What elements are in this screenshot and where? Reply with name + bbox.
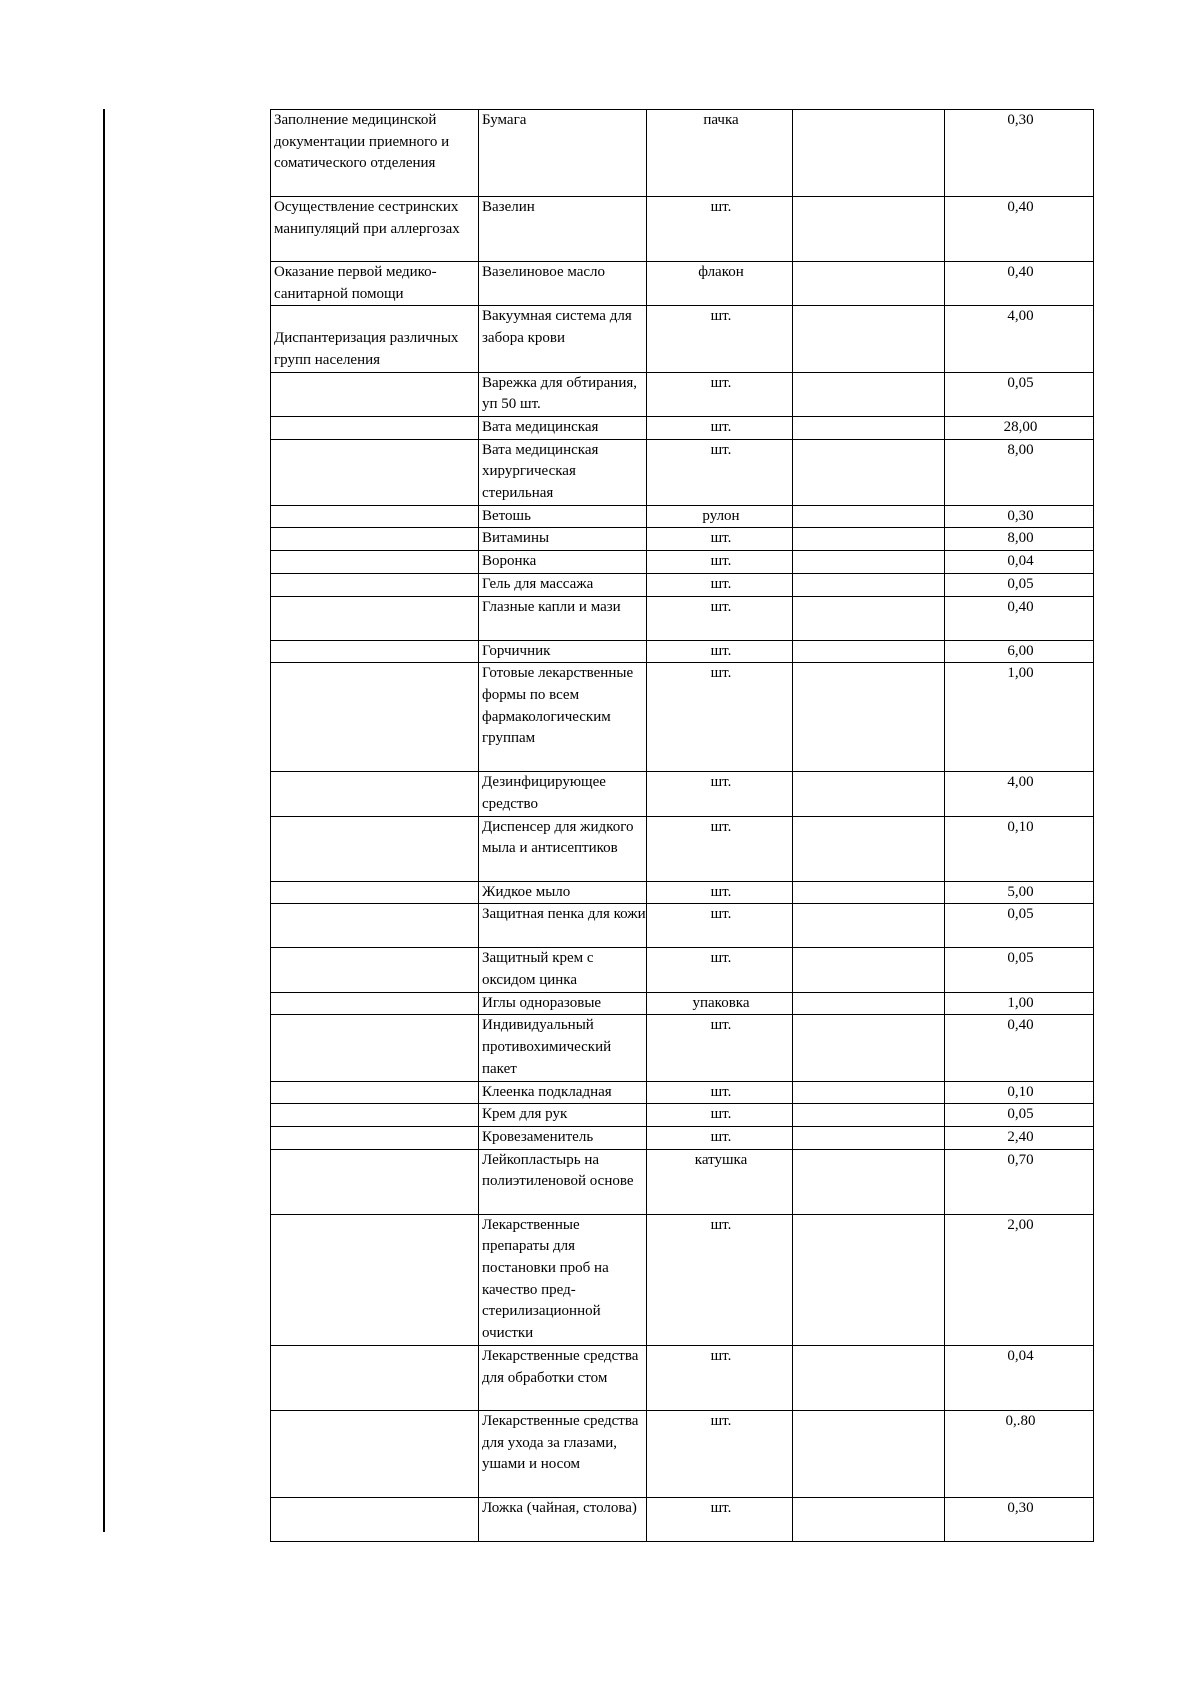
item-cell-text: Бумага: [482, 112, 527, 128]
quantity-cell: [945, 416, 1094, 439]
unit-cell-text: шт.: [710, 1083, 732, 1100]
activity-cell: [271, 881, 479, 904]
table-row: [271, 1410, 1094, 1497]
item-cell: [479, 1081, 647, 1104]
unit-cell-text: шт.: [710, 818, 732, 835]
activity-cell-text: Заполнение медицинской документации приемного и соматического отделения: [274, 112, 450, 172]
note-cell: [793, 1345, 945, 1410]
activity-cell: [271, 573, 479, 596]
unit-cell-text: пачка: [703, 112, 739, 128]
quantity-cell: [945, 1410, 1094, 1497]
table-row: [271, 663, 1094, 772]
table-row: [271, 197, 1094, 262]
table-row: [271, 110, 1094, 197]
quantity-cell-text: 1,00: [1007, 665, 1034, 682]
note-cell: [793, 505, 945, 528]
item-cell-text: Кровезаменитель: [482, 1128, 594, 1145]
unit-cell: [647, 948, 793, 992]
note-cell: [793, 416, 945, 439]
supplies-table: [270, 109, 1094, 1542]
quantity-cell-text: 8,00: [1007, 441, 1034, 458]
quantity-cell-text: 0,40: [1007, 1017, 1034, 1034]
note-cell: [793, 772, 945, 816]
item-cell-text: Ложка (чайная, столова): [482, 1499, 637, 1516]
activity-cell: [271, 640, 479, 663]
quantity-cell-text: 0,70: [1007, 1151, 1034, 1168]
activity-cell-text: Осуществление сестринских манипуляций при аллергозах: [274, 199, 460, 237]
item-cell: [479, 306, 647, 372]
activity-cell: [271, 1015, 479, 1081]
quantity-cell-text: 0,30: [1007, 1499, 1034, 1516]
note-cell: [793, 528, 945, 551]
table-row: [271, 948, 1094, 992]
quantity-cell: [945, 528, 1094, 551]
unit-cell: [647, 306, 793, 372]
unit-cell: [647, 1015, 793, 1081]
item-cell: [479, 904, 647, 948]
quantity-cell: [945, 573, 1094, 596]
unit-cell-text: рулон: [702, 507, 740, 524]
quantity-cell: [945, 1104, 1094, 1127]
unit-cell: [647, 110, 793, 197]
item-cell: [479, 948, 647, 992]
activity-cell: [271, 816, 479, 881]
note-cell: [793, 439, 945, 505]
quantity-cell-text: 1,00: [1007, 994, 1034, 1011]
activity-cell: [271, 1126, 479, 1149]
note-cell: [793, 904, 945, 948]
activity-cell-text: Оказание первой медико-санитарной помощи: [274, 264, 437, 302]
quantity-cell-text: 8,00: [1007, 530, 1034, 547]
unit-cell: [647, 1497, 793, 1541]
item-cell-text: Иглы одноразовые: [482, 994, 602, 1011]
activity-cell: [271, 416, 479, 439]
unit-cell: [647, 1214, 793, 1345]
item-cell-text: Воронка: [482, 553, 537, 570]
activity-cell: [271, 1345, 479, 1410]
item-cell-text: Жидкое мыло: [482, 883, 571, 900]
quantity-cell-text: 4,00: [1007, 308, 1034, 325]
quantity-cell: [945, 904, 1094, 948]
note-cell: [793, 1126, 945, 1149]
activity-cell: [271, 1104, 479, 1127]
unit-cell: [647, 1081, 793, 1104]
unit-cell-text: шт.: [710, 774, 732, 791]
activity-cell: [271, 1081, 479, 1104]
quantity-cell-text: 0,40: [1007, 199, 1034, 215]
item-cell-text: Ветошь: [482, 507, 531, 524]
item-cell: [479, 992, 647, 1015]
quantity-cell: [945, 1345, 1094, 1410]
quantity-cell: [945, 881, 1094, 904]
quantity-cell-text: 4,00: [1007, 774, 1034, 791]
item-cell: [479, 1345, 647, 1410]
table-row: [271, 1081, 1094, 1104]
item-cell: [479, 551, 647, 574]
unit-cell-text: шт.: [710, 199, 732, 215]
unit-cell-text: шт.: [710, 1347, 732, 1364]
item-cell-text: Вата медицинская: [482, 418, 599, 435]
note-cell: [793, 948, 945, 992]
note-cell: [793, 1149, 945, 1214]
unit-cell-text: шт.: [710, 1412, 732, 1429]
activity-cell: [271, 663, 479, 772]
item-cell: [479, 640, 647, 663]
quantity-cell-text: 2,40: [1007, 1128, 1034, 1145]
unit-cell-text: шт.: [710, 1017, 732, 1034]
table-row: [271, 1126, 1094, 1149]
note-cell: [793, 306, 945, 372]
table-row: [271, 816, 1094, 881]
table-row: [271, 1345, 1094, 1410]
note-cell: [793, 197, 945, 262]
unit-cell: [647, 816, 793, 881]
item-cell-text: Защитная пенка для кожи: [482, 906, 646, 923]
activity-cell: [271, 1149, 479, 1214]
unit-cell-text: шт.: [710, 906, 732, 923]
item-cell: [479, 1410, 647, 1497]
unit-cell: [647, 416, 793, 439]
item-cell: [479, 663, 647, 772]
note-cell: [793, 1081, 945, 1104]
item-cell-text: Глазные капли и мази: [482, 598, 621, 615]
unit-cell: [647, 573, 793, 596]
table-row: [271, 596, 1094, 640]
activity-cell: [271, 197, 479, 262]
table-row: [271, 1015, 1094, 1081]
note-cell: [793, 1214, 945, 1345]
activity-cell: [271, 772, 479, 816]
unit-cell-text: шт.: [710, 1128, 732, 1145]
unit-cell: [647, 528, 793, 551]
quantity-cell: [945, 1081, 1094, 1104]
unit-cell-text: шт.: [710, 575, 732, 592]
quantity-cell: [945, 1126, 1094, 1149]
unit-cell-text: шт.: [710, 642, 732, 659]
item-cell-text: Варежка для обтирания, уп 50 шт.: [482, 374, 637, 413]
quantity-cell: [945, 197, 1094, 262]
unit-cell-text: катушка: [694, 1151, 748, 1168]
activity-cell: [271, 110, 479, 197]
quantity-cell-text: 5,00: [1007, 883, 1034, 900]
unit-cell: [647, 372, 793, 416]
quantity-cell: [945, 1497, 1094, 1541]
item-cell: [479, 197, 647, 262]
unit-cell: [647, 772, 793, 816]
unit-cell-text: флакон: [698, 264, 744, 280]
item-cell-text: Вата медицинская хирургическая стерильная: [482, 441, 599, 502]
note-cell: [793, 573, 945, 596]
quantity-cell-text: 2,00: [1007, 1216, 1034, 1233]
item-cell-text: Лекарственные средства для обработки стом: [482, 1347, 639, 1386]
item-cell: [479, 1126, 647, 1149]
unit-cell-text: упаковка: [692, 994, 750, 1011]
quantity-cell: [945, 816, 1094, 881]
quantity-cell-text: 6,00: [1007, 642, 1034, 659]
table-row: [271, 640, 1094, 663]
item-cell: [479, 1104, 647, 1127]
activity-cell: [271, 992, 479, 1015]
item-cell-text: Вазелин: [482, 199, 535, 215]
unit-cell: [647, 505, 793, 528]
unit-cell: [647, 197, 793, 262]
unit-cell-text: шт.: [710, 441, 732, 458]
note-cell: [793, 262, 945, 306]
note-cell: [793, 1410, 945, 1497]
table-row: [271, 262, 1094, 306]
item-cell-text: Индивидуальный противохимический пакет: [482, 1017, 612, 1077]
quantity-cell-text: 0,04: [1007, 1347, 1034, 1364]
unit-cell-text: шт.: [710, 530, 732, 547]
activity-cell: [271, 904, 479, 948]
item-cell: [479, 505, 647, 528]
quantity-cell: [945, 306, 1094, 372]
unit-cell: [647, 881, 793, 904]
quantity-cell: [945, 992, 1094, 1015]
item-cell: [479, 573, 647, 596]
quantity-cell: [945, 110, 1094, 197]
table-row: [271, 551, 1094, 574]
quantity-cell-text: 0,40: [1007, 598, 1034, 615]
unit-cell: [647, 551, 793, 574]
quantity-cell-text: 0,04: [1007, 553, 1034, 570]
note-cell: [793, 640, 945, 663]
note-cell: [793, 1015, 945, 1081]
supplies-table-body: [271, 110, 1094, 1542]
item-cell: [479, 816, 647, 881]
activity-cell: [271, 1497, 479, 1541]
unit-cell: [647, 1149, 793, 1214]
item-cell: [479, 1497, 647, 1541]
quantity-cell-text: 0,05: [1007, 374, 1034, 391]
quantity-cell-text: 0,05: [1007, 1106, 1034, 1123]
unit-cell-text: шт.: [710, 1499, 732, 1516]
quantity-cell: [945, 596, 1094, 640]
quantity-cell: [945, 663, 1094, 772]
unit-cell: [647, 663, 793, 772]
table-row: [271, 881, 1094, 904]
note-cell: [793, 992, 945, 1015]
item-cell-text: Готовые лекарственные формы по всем фармакологическим группам: [482, 665, 634, 747]
item-cell-text: Крем для рук: [482, 1106, 568, 1123]
item-cell: [479, 372, 647, 416]
unit-cell-text: шт.: [710, 1106, 732, 1123]
item-cell: [479, 881, 647, 904]
unit-cell: [647, 1126, 793, 1149]
unit-cell: [647, 1410, 793, 1497]
table-row: [271, 573, 1094, 596]
note-cell: [793, 881, 945, 904]
note-cell: [793, 1104, 945, 1127]
quantity-cell: [945, 1149, 1094, 1214]
quantity-cell: [945, 1015, 1094, 1081]
table-row: [271, 306, 1094, 372]
note-cell: [793, 816, 945, 881]
table-row: [271, 1497, 1094, 1541]
quantity-cell: [945, 1214, 1094, 1345]
item-cell: [479, 262, 647, 306]
item-cell-text: Диспенсер для жидкого мыла и антисептиков: [482, 818, 634, 857]
item-cell: [479, 110, 647, 197]
item-cell-text: Защитный крем с оксидом цинка: [482, 950, 594, 989]
activity-cell-text: Диспантеризация различных групп населения: [274, 330, 459, 368]
table-row: [271, 1104, 1094, 1127]
quantity-cell: [945, 551, 1094, 574]
item-cell-text: Клеенка подкладная: [482, 1083, 612, 1100]
unit-cell: [647, 904, 793, 948]
item-cell-text: Лекарственные средства для ухода за глазами, ушами и носом: [482, 1412, 639, 1473]
table-row: [271, 772, 1094, 816]
unit-cell-text: шт.: [710, 553, 732, 570]
activity-cell: [271, 1410, 479, 1497]
unit-cell: [647, 1345, 793, 1410]
item-cell: [479, 772, 647, 816]
quantity-cell-text: 0,30: [1007, 507, 1034, 524]
table-row: [271, 904, 1094, 948]
activity-cell: [271, 551, 479, 574]
note-cell: [793, 110, 945, 197]
item-cell: [479, 596, 647, 640]
quantity-cell: [945, 262, 1094, 306]
item-cell-text: Лейкопластырь на полиэтиленовой основе: [482, 1151, 634, 1190]
quantity-cell-text: 0,10: [1007, 1083, 1034, 1100]
note-cell: [793, 596, 945, 640]
activity-cell: [271, 948, 479, 992]
item-cell-text: Витамины: [482, 530, 550, 547]
unit-cell: [647, 262, 793, 306]
note-cell: [793, 551, 945, 574]
quantity-cell-text: 0,30: [1007, 112, 1034, 128]
unit-cell-text: шт.: [710, 883, 732, 900]
table-row: [271, 505, 1094, 528]
table-row: [271, 992, 1094, 1015]
quantity-cell: [945, 372, 1094, 416]
note-cell: [793, 372, 945, 416]
item-cell: [479, 1214, 647, 1345]
activity-cell: [271, 439, 479, 505]
quantity-cell-text: 0,05: [1007, 950, 1034, 967]
table-row: [271, 372, 1094, 416]
quantity-cell-text: 0,.80: [1005, 1412, 1036, 1429]
quantity-cell: [945, 439, 1094, 505]
unit-cell-text: шт.: [710, 374, 732, 391]
unit-cell: [647, 1104, 793, 1127]
table-row: [271, 439, 1094, 505]
unit-cell-text: шт.: [710, 950, 732, 967]
note-cell: [793, 1497, 945, 1541]
table-row: [271, 1149, 1094, 1214]
quantity-cell: [945, 505, 1094, 528]
activity-cell: [271, 262, 479, 306]
unit-cell: [647, 596, 793, 640]
unit-cell-text: шт.: [710, 308, 732, 325]
item-cell: [479, 416, 647, 439]
table-row: [271, 528, 1094, 551]
quantity-cell-text: 0,05: [1007, 906, 1034, 923]
item-cell-text: Горчичник: [482, 642, 551, 659]
table-row: [271, 416, 1094, 439]
activity-cell: [271, 372, 479, 416]
quantity-cell: [945, 948, 1094, 992]
unit-cell-text: шт.: [710, 1216, 732, 1233]
item-cell: [479, 439, 647, 505]
quantity-cell-text: 0,40: [1007, 264, 1034, 280]
quantity-cell-text: 0,10: [1007, 818, 1034, 835]
unit-cell: [647, 439, 793, 505]
item-cell-text: Дезинфицирующее средство: [482, 774, 606, 812]
item-cell-text: Вазелиновое масло: [482, 264, 606, 280]
note-cell: [793, 663, 945, 772]
item-cell-text: Вакуумная система для забора крови: [482, 308, 632, 347]
item-cell: [479, 1015, 647, 1081]
table-row: [271, 1214, 1094, 1345]
quantity-cell: [945, 640, 1094, 663]
quantity-cell: [945, 772, 1094, 816]
unit-cell-text: шт.: [710, 598, 732, 615]
activity-cell: [271, 596, 479, 640]
item-cell-text: Лекарственные препараты для постановки проб на качество пред-стерилизационной очистки: [482, 1216, 609, 1342]
quantity-cell-text: 0,05: [1007, 575, 1034, 592]
activity-cell: [271, 306, 479, 372]
unit-cell-text: шт.: [710, 665, 732, 682]
activity-cell: [271, 528, 479, 551]
item-cell: [479, 1149, 647, 1214]
item-cell: [479, 528, 647, 551]
activity-cell: [271, 1214, 479, 1345]
item-cell-text: Гель для массажа: [482, 575, 594, 592]
activity-cell: [271, 505, 479, 528]
unit-cell: [647, 640, 793, 663]
unit-cell: [647, 992, 793, 1015]
page-margin-line: [103, 109, 105, 1532]
unit-cell-text: шт.: [710, 418, 732, 435]
quantity-cell-text: 28,00: [1003, 418, 1038, 435]
